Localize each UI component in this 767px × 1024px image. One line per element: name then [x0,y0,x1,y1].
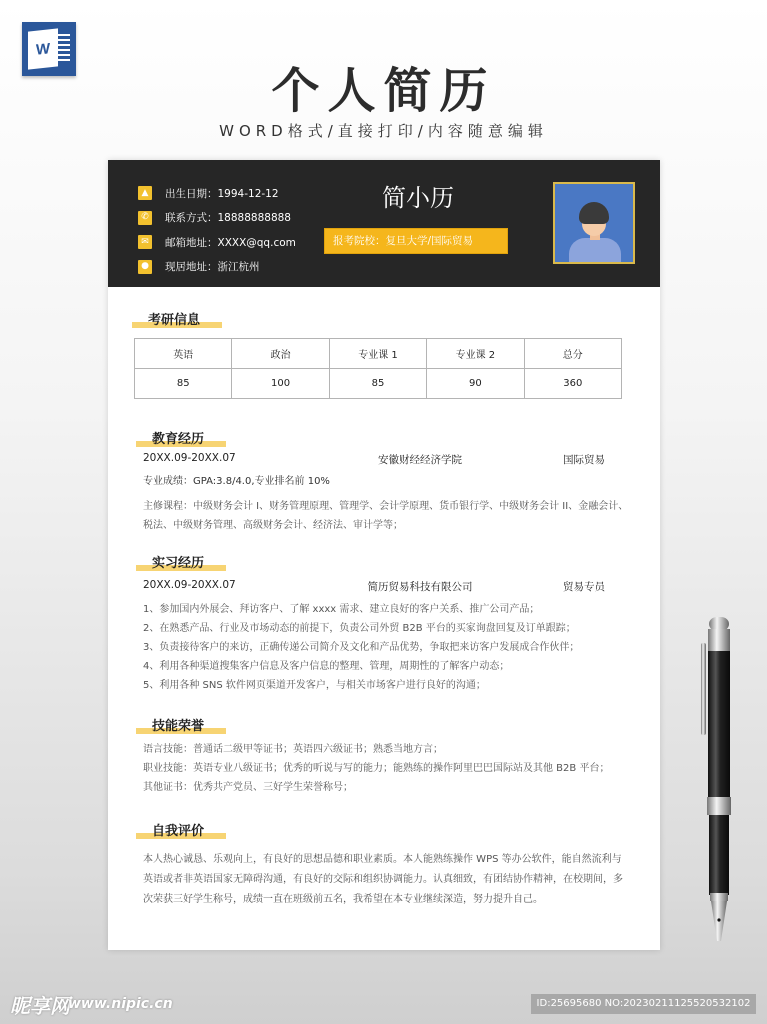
person-icon: ▲ [138,186,152,200]
table-header-cell: 总分 [524,339,621,369]
skill-item: 职业技能：英语专业八级证书；优秀的听说与写的能力；能熟练的操作阿里巴巴国际站及其他 B2B 平台； [143,763,610,774]
contact-text: 邮箱地址：XXXX@qq.com [165,236,296,249]
watermark-url: www.nipic.cn [68,996,173,1012]
section-title-self-eval: 自我评价 [136,820,214,839]
table-header-cell: 政治 [232,339,329,369]
table-header-cell: 英语 [135,339,232,369]
avatar [553,182,635,264]
skill-item: 语言技能：普通话二级甲等证书；英语四六级证书；熟悉当地方言； [143,744,443,755]
table-cell: 85 [135,369,232,399]
contact-text: 现居地址：浙江杭州 [165,261,260,274]
internship-duty: 2、在熟悉产品、行业及市场动态的前提下，负责公司外贸 B2B 平台的买家询盘回复及订单跟踪； [143,623,576,634]
education-gpa: 专业成绩：GPA:3.8/4.0,专业排名前 10% [143,476,330,487]
section-title-exam: 考研信息 [132,309,210,328]
contact-phone [138,206,296,231]
contact-list [138,181,296,279]
section-title-education: 教育经历 [136,428,214,447]
exam-score-table [134,338,622,399]
self-eval-line: 次荣获三好学生称号，成绩一直在班级前五名，我希望在本专业继续深造，努力提升自己。 [143,894,543,905]
table-cell: 90 [427,369,524,399]
target-school: 报考院校：复旦大学/国际贸易 [324,228,508,254]
internship-duty: 1、参加国内外展会、拜访客户、了解 xxxx 需求、建立良好的客户关系、推广公司产品； [143,604,540,615]
phone-icon: ✆ [138,211,152,225]
word-letter: W [35,39,51,59]
mail-icon: ✉ [138,235,152,249]
page-subtitle: WORD格式/直接打印/内容随意编辑 [219,122,548,140]
contact-email [138,230,296,255]
table-cell: 100 [232,369,329,399]
self-eval-line: 本人热心诚恳、乐观向上，有良好的思想品德和职业素质。本人能熟练操作 WPS 等办公软件，能自然流利与 [143,854,622,865]
education-courses-line-2: 税法、中级财务管理、高级财务会计、经济法、审计学等； [143,520,403,531]
education-courses-line-1: 主修课程：中级财务会计 I、财务管理原理、管理学、会计学原理、货币银行学、中级财务会计 II、金融会计、 [143,501,629,512]
internship-duty: 4、利用各种渠道搜集客户信息及客户信息的整理、管理，周期性的了解客户动态； [143,661,510,672]
internship-position: 贸易专员 [563,581,605,593]
table-cell: 85 [329,369,426,399]
internship-company: 简历贸易科技有限公司 [367,581,473,593]
avatar-body [569,238,621,264]
education-major: 国际贸易 [563,454,605,466]
table-header-cell: 专业课 2 [427,339,524,369]
skill-item: 其他证书：优秀共产党员、三好学生荣誉称号； [143,782,353,793]
table-row [135,369,622,399]
contact-text: 出生日期：1994-12-12 [165,187,279,200]
section-title-internship: 实习经历 [136,552,214,571]
contact-birthdate [138,181,296,206]
education-school: 安徽财经经济学院 [378,454,462,466]
fountain-pen-icon [700,615,740,945]
page-title: 个人简历 [271,63,496,119]
profile-header [108,160,660,287]
self-eval-line: 英语或者非英语国家无障碍沟通，有良好的交际和组织协调能力。认真细致，有团结协作精神，在校期间，多 [143,874,623,885]
table-header-row [135,339,622,369]
table-cell: 360 [524,369,621,399]
location-pin-icon: ● [138,260,152,274]
education-period: 20XX.09-20XX.07 [143,452,236,464]
education-summary-row [143,452,633,467]
contact-text: 联系方式：18888888888 [165,212,291,225]
avatar-hair [579,202,609,224]
watermark-id: ID:25695680 NO:20230211125520532102 [531,994,756,1014]
internship-duty: 5、利用各种 SNS 软件网页渠道开发客户，与相关市场客户进行良好的沟通； [143,680,486,691]
watermark-logo: 昵享网 [10,994,70,1018]
section-title-skills: 技能荣誉 [136,715,214,734]
internship-duty: 3、负责接待客户的来访，正确传递公司简介及文化和产品优势，争取把来访客户发展成合作伙伴； [143,642,580,653]
table-header-cell: 专业课 1 [329,339,426,369]
candidate-name: 简小历 [382,184,454,212]
internship-period: 20XX.09-20XX.07 [143,579,236,591]
internship-summary-row [143,579,633,594]
contact-address [138,255,296,280]
resume-paper [108,160,660,950]
